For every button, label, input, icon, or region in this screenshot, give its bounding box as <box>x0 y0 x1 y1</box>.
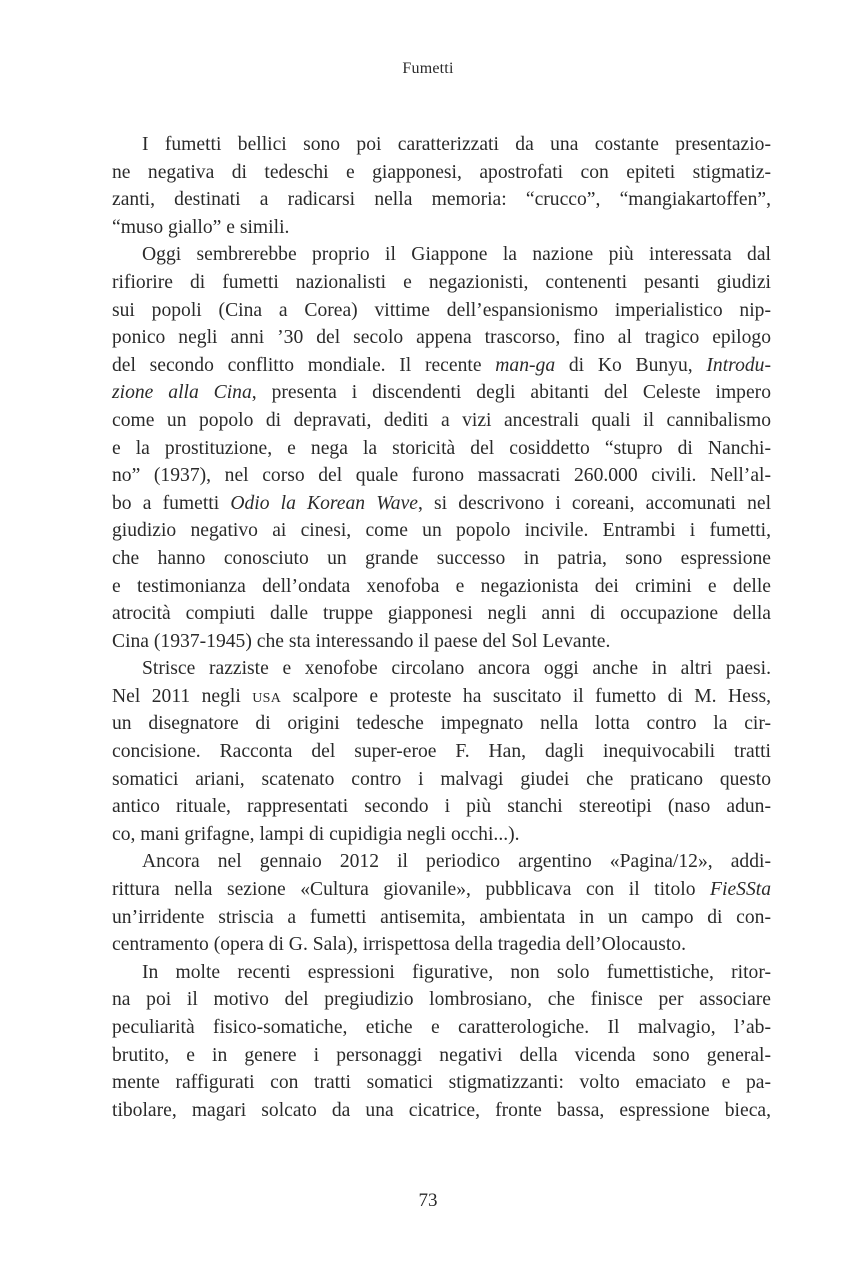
text-line: co, mani grifagne, lampi di cupidigia negli occhi...). <box>112 823 520 845</box>
text-line: del secondo conflitto mondiale. Il recente man-ga di Ko Bunyu, Introdu- <box>112 354 771 376</box>
text-line: un’irridente striscia a fumetti antisemita, ambientata in un campo di con- <box>112 906 771 928</box>
text-line: Cina (1937-1945) che sta interessando il paese del Sol Levante. <box>112 630 611 652</box>
paragraph-5 <box>112 959 771 1125</box>
text-line: Strisce razziste e xenofobe circolano ancora oggi anche in altri paesi. <box>142 658 771 680</box>
text-line: e testimonianza dell’ondata xenofoba e negazionista dei crimini e delle <box>112 575 771 597</box>
text-line: zanti, destinati a radicarsi nella memoria: “crucco”, “mangiakartoffen”, <box>112 189 771 211</box>
text-line: centramento (opera di G. Sala), irrispettosa della tragedia dell’Olocausto. <box>112 934 686 956</box>
text-line: somatici ariani, scatenato contro i malvagi giudei che praticano questo <box>112 768 771 790</box>
text-line: giudizio negativo ai cinesi, come un popolo incivile. Entrambi i fumetti, <box>112 520 771 542</box>
page-number: 73 <box>418 1190 438 1211</box>
text-line: I fumetti bellici sono poi caratterizzati da una costante presentazio- <box>142 134 771 155</box>
text-line: “muso giallo” e simili. <box>112 216 290 238</box>
text-line: che hanno conosciuto un grande successo in patria, sono espressione <box>112 547 771 569</box>
text-line: sui popoli (Cina a Corea) vittime dell’espansionismo imperialistico nip- <box>112 299 771 321</box>
italic-title: man-ga <box>495 354 556 376</box>
italic-title: FieSSta <box>710 879 771 901</box>
italic-title: Odio la Korean Wave <box>230 492 418 514</box>
text-line: tibolare, magari solcato da una cicatrice, fronte bassa, espressione bieca, <box>112 1099 771 1121</box>
text-line: mente raffigurati con tratti somatici stigmatizzanti: volto emaciato e pa- <box>112 1072 771 1094</box>
running-head: Fumetti <box>402 60 454 77</box>
text-line: rittura nella sezione «Cultura giovanile», pubblicava con il titolo FieSSta <box>112 879 771 901</box>
text-line: peculiarità fisico-somatiche, etiche e caratterologiche. Il malvagio, l’ab- <box>112 1017 771 1038</box>
paragraph-1 <box>112 131 771 241</box>
italic-title: Introdu- <box>706 354 771 376</box>
text-line: bo a fumetti Odio la Korean Wave, si descrivono i coreani, accomunati nel <box>112 492 772 514</box>
italic-title: zione alla Cina <box>112 382 252 404</box>
text-line: atrocità compiuti dalle truppe giapponesi negli anni di occupazione della <box>112 603 771 625</box>
text-line: Oggi sembrerebbe proprio il Giappone la nazione più interessata dal <box>142 244 771 266</box>
text-line: come un popolo di depravati, dediti a vizi ancestrali quali il cannibalismo <box>112 409 771 431</box>
text-line: zione alla Cina, presenta i discendenti degli abitanti del Celeste impero <box>112 382 771 404</box>
text-line: un disegnatore di origini tedesche impegnato nella lotta contro la cir- <box>112 713 771 735</box>
text-line: antico rituale, rappresentati secondo i più stanchi stereotipi (naso adun- <box>112 796 771 818</box>
paragraph-2 <box>112 241 771 655</box>
text-line: brutito, e in genere i personaggi negativi della vicenda sono general- <box>112 1044 771 1066</box>
paragraph-4 <box>112 848 771 958</box>
text-line: ne negativa di tedeschi e giapponesi, apostrofati con epiteti stigmatiz- <box>112 161 771 183</box>
text-line: In molte recenti espressioni figurative, non solo fumettistiche, ritor- <box>142 961 771 983</box>
text-line: e la prostituzione, e nega la storicità del cosiddetto “stupro di Nanchi- <box>112 437 771 459</box>
text-line: ponico negli anni ’30 del secolo appena trascorso, fino al tragico epilogo <box>112 327 771 349</box>
text-line: rifiorire di fumetti nazionalisti e negazionisti, contenenti pesanti giudizi <box>112 271 771 293</box>
text-line: no” (1937), nel corso del quale furono massacrati 260.000 civili. Nell’al- <box>112 465 771 487</box>
text-line: Nel 2011 negli USA scalpore e proteste ha suscitato il fumetto di M. Hess, <box>112 685 772 707</box>
text-line: na poi il motivo del pregiudizio lombrosiano, che finisce per associare <box>112 989 771 1011</box>
small-caps-abbreviation: USA <box>252 690 282 706</box>
text-line: Ancora nel gennaio 2012 il periodico argentino «Pagina/12», addi- <box>142 851 771 873</box>
body-text <box>112 131 771 1124</box>
text-line: concisione. Racconta del super-eroe F. Han, dagli inequivocabili tratti <box>112 741 771 763</box>
paragraph-3 <box>112 655 771 848</box>
